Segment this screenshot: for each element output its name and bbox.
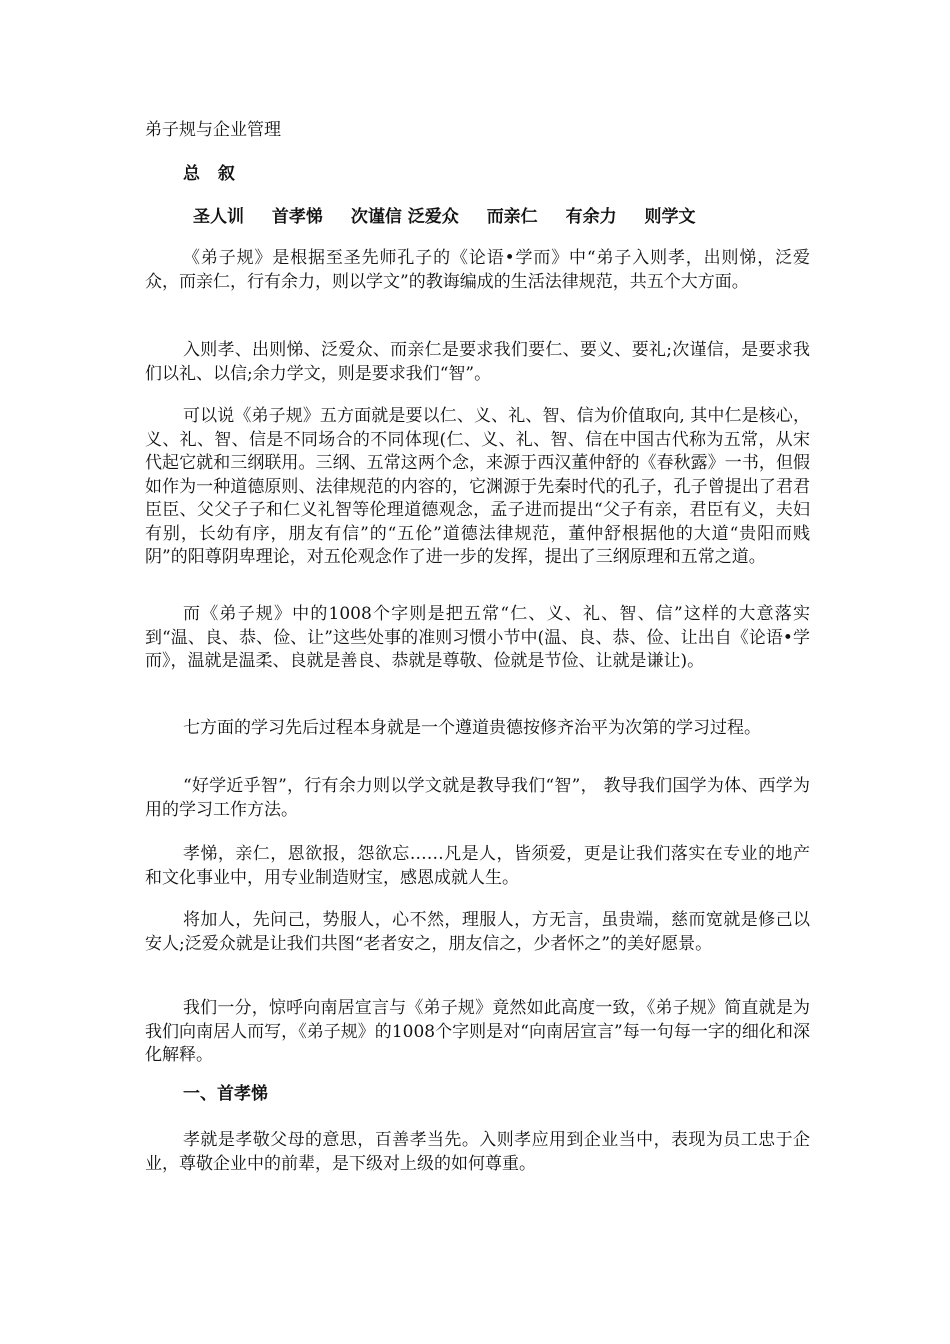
section-heading: 一、首孝悌	[183, 1084, 268, 1104]
paragraph: 我们一分，惊呼向南居宣言与《弟子规》竟然如此高度一致，《弟子规》简直就是为我们向南居人而写，《弟子规》的1008个字则是对“向南居宣言”每一句每一字的细化和深化解释。	[145, 998, 810, 1065]
motto-item: 次谨信 泛爱众	[350, 207, 459, 227]
motto-item: 而亲仁	[486, 207, 538, 227]
paragraph: 可以说《弟子规》五方面就是要以仁、义、礼、智、信为价值取向, 其中仁是核心，义、礼、智、信是不同场合的不同体现(仁、义、礼、智、信在中国古代称为五常，从宋代起它就和三纲联用。三纲、五常这两个念，来源于西汉董仲舒的《春秋露》一书，但假如作为一种道德原则、法律规范的内容的，它渊源于先秦时代的孔子，孔子曾提出了君君臣臣、父父子子和仁义礼智等伦理道德观念，孟子进而提出“父子有亲，君臣有义，夫妇有别，长幼有序，朋友有信”的“五伦”道德法律规范，董仲舒根据他的大道“贵阳而贱阴”的阳尊阴卑理论，对五伦观念作了进一步的发挥，提出了三纲原理和五常之道。	[145, 406, 810, 567]
paragraph: 将加人，先问己，势服人，心不然，理服人，方无言，虽贵端，慈而宽就是修己以安人;泛爱众就是让我们共图“老者安之，朋友信之，少者怀之”的美好愿景。	[145, 910, 810, 954]
motto-heading	[193, 205, 696, 229]
paragraph: 孝悌，亲仁，恩欲报，怨欲忘……凡是人，皆须爱，更是让我们落实在专业的地产和文化事业中，用专业制造财宝，感恩成就人生。	[145, 844, 810, 888]
paragraph: 孝就是孝敬父母的意思，百善孝当先。入则孝应用到企业当中，表现为员工忠于企业，尊敬企业中的前辈，是下级对上级的如何尊重。	[145, 1130, 810, 1174]
paragraph: 七方面的学习先后过程本身就是一个遵道贵德按修齐治平为次第的学习过程。	[183, 718, 761, 738]
paragraph: 《弟子规》是根据至圣先师孔子的《论语•学而》中“弟子入则孝，出则悌，泛爱众，而亲仁，行有余力，则以学文”的教诲编成的生活法律规范，共五个大方面。	[145, 248, 810, 292]
document-title: 弟子规与企业管理	[145, 120, 281, 140]
paragraph: “好学近乎智”，行有余力则以学文就是教导我们“智”， 教导我们国学为体、西学为用的学习工作方法。	[145, 776, 810, 820]
motto-item: 首孝悌	[271, 207, 323, 227]
motto-item: 有余力	[565, 207, 617, 227]
motto-item: 圣人训	[193, 207, 244, 227]
motto-item: 则学文	[644, 207, 696, 227]
paragraph: 而《弟子规》中的1008个字则是把五常“仁、义、礼、智、信”这样的大意落实到“温、良、恭、俭、让”这些处事的准则习惯小节中(温、良、恭、俭、让出自《论语•学而》，温就是温柔、良就是善良、恭就是尊敬、俭就是节俭、让就是谦让)。	[145, 604, 810, 671]
paragraph: 入则孝、出则悌、泛爱众、而亲仁是要求我们要仁、要义、要礼;次谨信，是要求我们以礼、以信;余力学文，则是要求我们“智”。	[145, 340, 810, 384]
overview-heading: 总 叙	[183, 164, 241, 184]
